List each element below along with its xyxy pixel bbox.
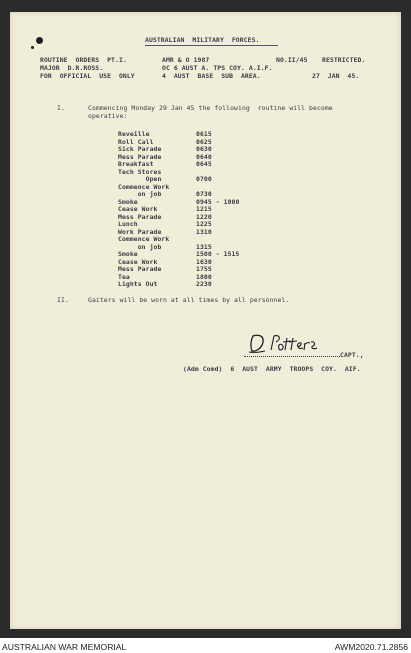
routine-item: Commence Work [118,182,170,191]
header-left-3: FOR OFFICIAL USE ONLY [40,72,135,80]
routine-item: Tech Stores [118,167,162,176]
routine-item: Cease Work [118,257,158,266]
routine-item: Mess Parade [118,152,162,161]
routine-time: 0625 [196,137,212,146]
routine-time: 1800 [196,272,212,281]
routine-time: 0630 [196,145,212,154]
routine-time: 1500 - 1515 [196,250,240,259]
routine-time: 1215 [196,205,212,214]
routine-time: 1315 [196,242,212,251]
para1-line1: Commencing Monday 29 Jan 45 the following routine will become [88,104,333,112]
routine-item: Mess Parade [118,265,162,274]
header-left-1: ROUTINE ORDERS PT.I. [40,56,127,64]
routine-item: Open [118,175,162,184]
routine-item: Breakfast [118,160,154,169]
routine-item: on job [118,242,162,251]
signature-unit: (Adm Comd) 6 AUST ARMY TROOPS COY. AIF. [183,365,361,373]
title-underline [145,45,278,46]
routine-row [118,281,318,289]
header-mid-1: AMR & O 1987 [162,56,210,64]
routine-item: Lunch [118,220,138,229]
routine-item: Cease Work [118,205,158,214]
para1-line2: operative: [88,112,128,120]
routine-item: Mess Parade [118,212,162,221]
routine-time: 1630 [196,257,212,266]
signature-rank: CAPT., [340,351,364,359]
routine-time: 2230 [196,280,212,289]
header-mid-2: OC 6 AUST A. TPS COY. A.I.F. [162,64,273,72]
para2-number: II. [57,296,69,304]
signature-line [244,356,340,357]
header-left-2: MAJOR D.R.ROSS. [40,64,104,72]
routine-time: 1220 [196,212,212,221]
punch-hole [31,46,34,49]
routine-item: Sick Parade [118,145,162,154]
routine-time: 1310 [196,227,212,236]
order-date: 27 JAN 45. [312,72,360,80]
routine-time: 0700 [196,175,212,184]
punch-hole [36,37,43,44]
routine-item: Smoke [118,250,138,259]
routine-time: 0730 [196,190,212,199]
routine-item: Work Parade [118,227,162,236]
para1-number: I. [57,104,65,112]
routine-time: 1225 [196,220,212,229]
para2-text: Gaiters will be worn at all times by all personnel. [88,296,290,304]
routine-time: 0645 [196,160,212,169]
routine-item: Tea [118,272,130,281]
routine-time: 1755 [196,265,212,274]
footer-source: AUSTRALIAN WAR MEMORIAL [2,642,127,652]
order-number: NO.II/45 [276,56,308,64]
classification: RESTRICTED. [322,56,366,64]
header-mid-3: 4 AUST BASE SUB AREA. [162,72,261,80]
routine-item: Reveille [118,130,150,138]
signature [247,330,319,356]
routine-item: Roll Call [118,137,154,146]
routine-item: Lights Out [118,280,158,289]
document-title: AUSTRALIAN MILITARY FORCES. [145,36,260,44]
routine-time: 0640 [196,152,212,161]
routine-item: Smoke [118,197,138,206]
routine-time: 0945 - 1000 [196,197,240,206]
routine-item: on job [118,190,162,199]
routine-item: Commence Work [118,235,170,244]
routine-time: 0615 [196,130,212,138]
footer-accession-number: AWM2020.71.2856 [334,642,408,652]
